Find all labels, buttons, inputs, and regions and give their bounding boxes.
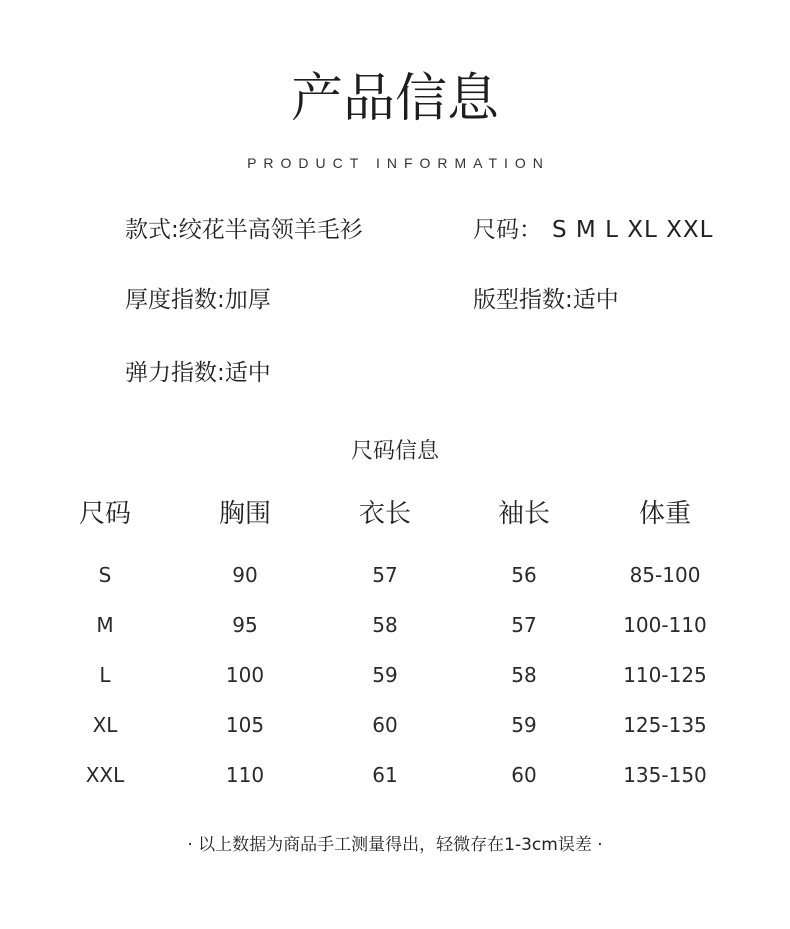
page-subtitle: PRODUCT INFORMATION: [247, 155, 550, 171]
table-cell-weight: 85-100: [629, 563, 701, 587]
table-cell-length: 58: [372, 613, 398, 637]
table-cell-size: M: [96, 613, 114, 637]
table-cell-weight: 125-135: [623, 713, 707, 737]
table-cell-length: 57: [372, 563, 398, 587]
table-cell-sleeve: 59: [511, 713, 537, 737]
spec-elasticity: 弹力指数:适中: [125, 360, 271, 386]
table-cell-chest: 90: [232, 563, 258, 587]
header-size: 尺码: [78, 499, 131, 529]
table-cell-length: 60: [372, 713, 398, 737]
spec-sizes: [473, 215, 713, 245]
table-cell-chest: 105: [225, 713, 265, 737]
table-cell-length: 59: [372, 663, 398, 687]
table-cell-chest: 100: [225, 663, 265, 687]
table-cell-length: 61: [372, 763, 398, 787]
table-cell-chest: 110: [225, 763, 265, 787]
table-cell-sleeve: 60: [511, 763, 537, 787]
spec-size-label: 尺码：: [473, 217, 542, 243]
table-cell-size: XXL: [85, 763, 125, 787]
table-cell-size: XL: [92, 713, 118, 737]
header-sleeve: 袖长: [497, 499, 550, 529]
size-table-title: 尺码信息: [350, 439, 439, 464]
spec-fit: 版型指数:适中: [473, 287, 619, 313]
header-chest: 胸围: [218, 499, 271, 529]
table-cell-weight: 100-110: [623, 613, 707, 637]
spec-size-values: S M L XL XXL: [552, 217, 714, 243]
table-cell-chest: 95: [232, 613, 258, 637]
spec-thickness: 厚度指数:加厚: [125, 287, 271, 313]
table-cell-weight: 135-150: [623, 763, 707, 787]
spec-style: 款式:绞花半高领羊毛衫: [125, 217, 363, 243]
table-cell-sleeve: 57: [511, 613, 537, 637]
table-cell-size: L: [99, 663, 111, 687]
table-cell-sleeve: 56: [511, 563, 537, 587]
header-weight: 体重: [638, 499, 691, 529]
table-cell-size: S: [98, 563, 112, 587]
table-cell-sleeve: 58: [511, 663, 537, 687]
header-length: 衣长: [358, 499, 411, 529]
measurement-note: · 以上数据为商品手工测量得出，轻微存在1-3cm误差 ·: [187, 835, 603, 855]
table-cell-weight: 110-125: [623, 663, 707, 687]
page-title: 产品信息: [290, 69, 499, 129]
